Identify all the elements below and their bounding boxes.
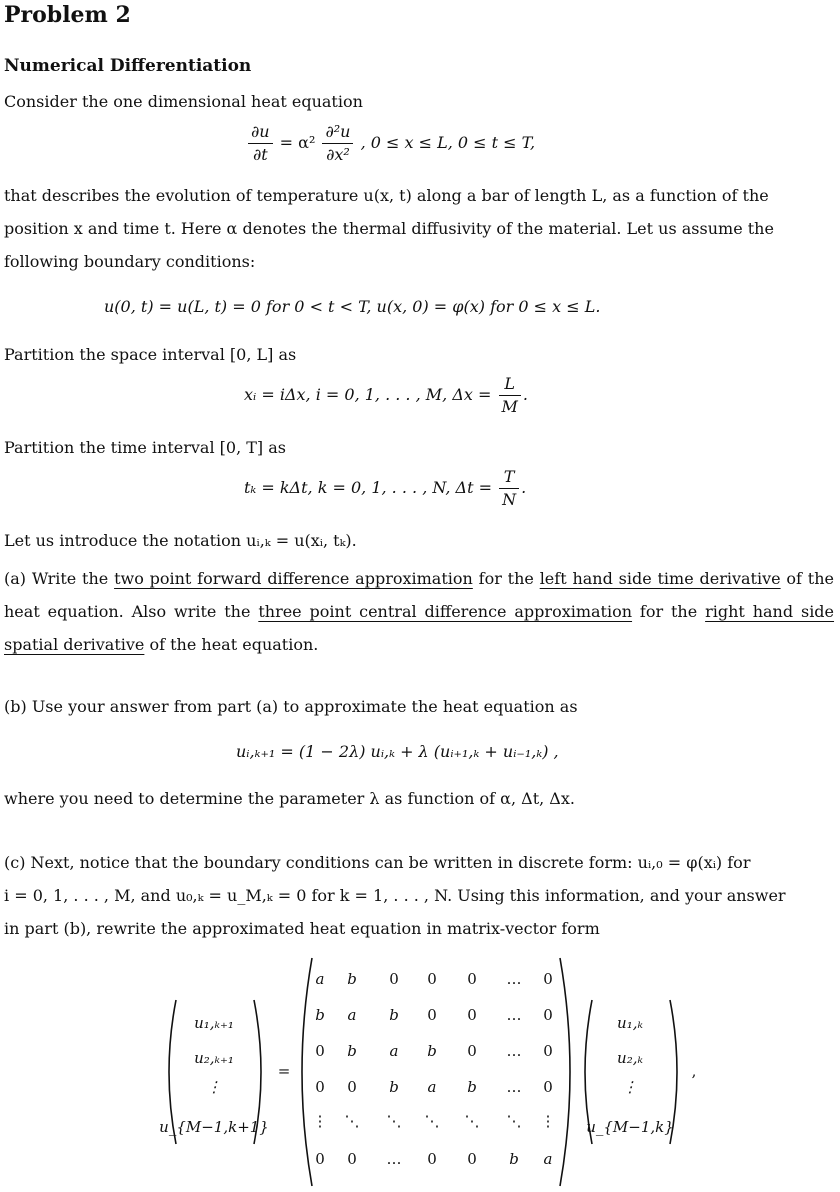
time-partition-text: Partition the time interval [0, T] as — [4, 438, 287, 457]
paragraph-line: i = 0, 1, . . . , M, and u₀,ₖ = u_M,ₖ = 0 for k = 1, . . . , N. Using this information, and your answer — [4, 886, 786, 905]
scheme-equation: uᵢ,ₖ₊₁ = (1 − 2λ) uᵢ,ₖ + λ (uᵢ₊₁,ₖ + uᵢ₋₁,ₖ) , — [236, 742, 559, 761]
underlined-phrase: left hand side time derivative — [539, 569, 781, 588]
part-a-text: for the — [632, 602, 706, 621]
matrix-cell: ⋱ — [506, 1112, 522, 1130]
rhs-vector-entry: u₁,ₖ — [617, 1014, 643, 1032]
matrix-cell: 0 — [467, 970, 477, 988]
matrix-cell: … — [506, 1042, 522, 1060]
space-partition-text: Partition the space interval [0, L] as — [4, 345, 297, 364]
matrix-cell: 0 — [543, 1006, 553, 1024]
matrix-cell: 0 — [427, 970, 437, 988]
matrix-cell: a — [315, 970, 325, 988]
paragraph-line: in part (b), rewrite the approximated heat equation in matrix-vector form — [4, 919, 600, 938]
matrix-cell: ⋱ — [386, 1112, 402, 1130]
matrix-cell: 0 — [347, 1150, 357, 1168]
matrix-cell: b — [389, 1078, 399, 1096]
equation-domain: , 0 ≤ x ≤ L, 0 ≤ t ≤ T, — [360, 133, 536, 152]
fraction-numerator: L — [499, 374, 521, 396]
equation-end: . — [522, 385, 528, 404]
section-heading: Numerical Differentiation — [4, 56, 252, 76]
underlined-phrase: right hand side spatial derivative — [4, 602, 835, 654]
lhs-vector-entry: u₁,ₖ₊₁ — [194, 1014, 234, 1032]
trailing-comma: , — [691, 1062, 697, 1080]
matrix-cell: a — [389, 1042, 399, 1060]
rhs-vector-entry: ⋮ — [622, 1078, 638, 1096]
matrix-cell: 0 — [427, 1150, 437, 1168]
notation-text: Let us introduce the notation uᵢ,ₖ = u(xᵢ, tₖ). — [4, 531, 357, 550]
equation-left: xᵢ = iΔx, i = 0, 1, . . . , M, Δx = — [244, 385, 492, 404]
paragraph-line: position x and time t. Here α denotes the thermal diffusivity of the material. Let us assume the — [4, 219, 774, 238]
paragraph-line: that describes the evolution of temperature u(x, t) along a bar of length L, as a function of the — [4, 186, 769, 205]
fraction-numerator: ∂²u — [322, 122, 353, 144]
paragraph-line: (c) Next, notice that the boundary conditions can be written in discrete form: uᵢ,₀ = φ(xᵢ) for — [4, 853, 751, 872]
paragraph-line: following boundary conditions: — [4, 252, 256, 271]
matrix-cell: 0 — [543, 970, 553, 988]
matrix-cell: … — [506, 1078, 522, 1096]
part-a-text: of the heat equation. Also write the — [4, 569, 834, 621]
matrix-cell: ⋮ — [312, 1112, 328, 1130]
equation-end: . — [521, 478, 527, 497]
matrix-cell: b — [347, 970, 357, 988]
matrix-cell: a — [427, 1078, 437, 1096]
matrix-cell: b — [315, 1006, 325, 1024]
matrix-cell: 0 — [467, 1042, 477, 1060]
equals-sign: = — [277, 1062, 291, 1080]
matrix-cell: 0 — [427, 1006, 437, 1024]
rhs-vector-entry: u₂,ₖ — [617, 1049, 643, 1067]
matrix-cell: b — [389, 1006, 399, 1024]
lhs-vector-entry: ⋮ — [206, 1078, 222, 1096]
matrix-cell: ⋮ — [540, 1112, 556, 1130]
matrix-cell: 0 — [315, 1150, 325, 1168]
rhs-vector-entry: u_{M−1,k} — [586, 1118, 674, 1136]
underlined-phrase: two point forward difference approximation — [114, 569, 473, 588]
lhs-vector-entry: u_{M−1,k+1} — [159, 1118, 269, 1136]
matrix-cell: … — [506, 1006, 522, 1024]
matrix-cell: 0 — [467, 1006, 477, 1024]
matrix-cell: b — [427, 1042, 437, 1060]
problem-heading: Problem 2 — [4, 2, 131, 28]
matrix-cell: 0 — [315, 1042, 325, 1060]
fraction-denominator: M — [501, 397, 518, 416]
matrix-cell: 0 — [315, 1078, 325, 1096]
matrix-cell: b — [509, 1150, 519, 1168]
equation-left: tₖ = kΔt, k = 0, 1, . . . , N, Δt = — [244, 478, 492, 497]
part-a-text: for the — [472, 569, 540, 588]
matrix-cell: ⋱ — [344, 1112, 360, 1130]
fraction-denominator: ∂t — [252, 145, 268, 164]
equation-operator: = α² — [279, 133, 316, 152]
matrix-cell: 0 — [347, 1078, 357, 1096]
matrix-cell: … — [386, 1150, 402, 1168]
matrix-cell: ⋱ — [424, 1112, 440, 1130]
matrix-cell: a — [347, 1006, 357, 1024]
lhs-vector-entry: u₂,ₖ₊₁ — [194, 1049, 234, 1067]
intro-text: Consider the one dimensional heat equation — [4, 92, 363, 111]
matrix-cell: 0 — [389, 970, 399, 988]
boundary-conditions: u(0, t) = u(L, t) = 0 for 0 < t < T, u(x, 0) = φ(x) for 0 ≤ x ≤ L. — [104, 297, 601, 316]
matrix-cell: 0 — [467, 1150, 477, 1168]
fraction-numerator: ∂u — [248, 122, 273, 144]
fraction-numerator: T — [499, 467, 519, 489]
part-a-text: of the heat equation. — [144, 635, 319, 654]
part-a-text: (a) Write the — [4, 569, 115, 588]
lambda-text: where you need to determine the parameter λ as function of α, Δt, Δx. — [4, 789, 575, 808]
matrix-cell: b — [347, 1042, 357, 1060]
underlined-phrase: three point central difference approximation — [258, 602, 633, 621]
matrix-cell: a — [543, 1150, 553, 1168]
matrix-cell: b — [467, 1078, 477, 1096]
fraction-denominator: ∂x² — [326, 145, 350, 164]
matrix-cell: 0 — [543, 1042, 553, 1060]
matrix-cell: ⋱ — [464, 1112, 480, 1130]
matrix-cell: … — [506, 970, 522, 988]
part-b: (b) Use your answer from part (a) to approximate the heat equation as — [4, 697, 578, 716]
matrix-cell: 0 — [543, 1078, 553, 1096]
fraction-denominator: N — [502, 490, 517, 509]
